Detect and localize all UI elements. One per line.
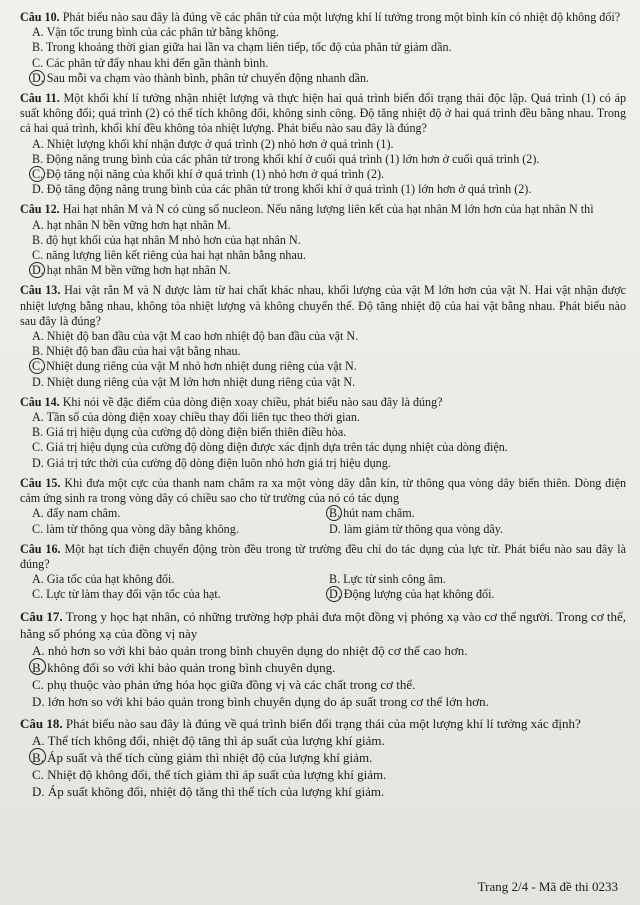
circled-answer-mark: D. <box>32 263 44 278</box>
option-d: D. lớn hơn so với khi bảo quản trong bình chuyên dụng do áp suất trong cơ thể lớn hơn. <box>32 693 489 709</box>
question-11 <box>20 91 626 197</box>
question-stem <box>20 476 626 506</box>
circled-answer-mark: B. <box>32 659 44 675</box>
options-grid <box>32 572 626 602</box>
option-c: C. Lực từ làm thay đổi vận tốc của hạt. <box>32 587 221 602</box>
option-d: D. Áp suất không đổi, nhiệt độ tăng thì thể tích của lượng khí giảm. <box>32 783 385 799</box>
option-a: A. Gia tốc của hạt không đổi. <box>32 572 175 587</box>
question-number: Câu 11. <box>20 91 60 106</box>
circled-answer-mark: D. <box>329 587 341 602</box>
option-d: D. Nhiệt dung riêng của vật M lớn hơn nhiệt dung riêng của vật N. <box>32 374 356 389</box>
question-text: Hai hạt nhân M và N có cùng số nucleon. Nếu năng lượng liên kết của hạt nhân M lớn hơn của hạt nhân N thì <box>62 202 594 217</box>
option-b: B. Trong khoảng thời gian giữa hai lần va chạm liên tiếp, tốc độ của phân tử giảm dần. <box>32 40 452 55</box>
option-b: B. độ hụt khối của hạt nhân M nhỏ hơn của hạt nhân N. <box>32 232 301 247</box>
option-a: A. Vận tốc trung bình của các phân tử bằng không. <box>32 25 279 40</box>
question-number: Câu 10. <box>20 10 60 24</box>
option-c: C. phụ thuộc vào phản ứng hóa học giữa đồng vị và các chất trong cơ thể. <box>32 676 416 692</box>
question-text: Trong y học hạt nhân, có những trường hợp phải đưa một đồng vị phóng xạ vào cơ thể người. Trong cơ thể, hằng số phóng xạ của đồng vị này <box>20 608 626 641</box>
question-text: Phát biểu nào sau đây là đúng về các phân tử của một lượng khí lí tưởng trong một bình kín có nhiệt độ không đổi? <box>62 10 621 24</box>
question-stem <box>20 202 626 217</box>
option-d: D. Độ tăng động năng trung bình của các phân tử trong khối khí ở quá trình (1) lớn hơn ở quá trình (2). <box>32 182 532 197</box>
option-c: C. Các phân tử đẩy nhau khi đến gần thành bình. <box>32 55 269 70</box>
option-a: A. hạt nhân N bền vững hơn hạt nhân M. <box>32 217 231 232</box>
option-b: B. không đổi so với khi bảo quản trong bình chuyên dụng. <box>32 659 336 675</box>
question-text: Khi nói về đặc điểm của dòng điện xoay chiều, phát biểu nào sau đây là đúng? <box>62 394 443 409</box>
option-d: D. Động lượng của hạt không đổi. <box>329 587 495 602</box>
option-b: B. Giá trị hiệu dụng của cường độ dòng điện biến thiên điều hòa. <box>32 425 347 440</box>
option-b: B. Lực từ sinh công âm. <box>329 572 446 587</box>
option-c: C. Giá trị hiệu dụng của cường độ dòng điện được xác định dựa trên tác dụng nhiệt của dòng điện. <box>32 440 508 455</box>
question-stem <box>20 715 626 732</box>
option-c: C. Nhiệt độ không đổi, thể tích giảm thì áp suất của lượng khí giảm. <box>32 766 387 782</box>
option-c: C. năng lượng liên kết riêng của hai hạt nhân bằng nhau. <box>32 248 306 263</box>
option-a: A. nhỏ hơn so với khi bảo quản trong bình chuyên dụng do nhiệt độ cơ thể cao hơn. <box>32 642 468 658</box>
question-stem <box>20 608 626 642</box>
option-c: C. Nhiệt dung riêng của vật M nhỏ hơn nhiệt dung riêng của vật N. <box>32 359 357 374</box>
option-d: D. làm giảm từ thông qua vòng dây. <box>329 521 504 536</box>
option-a: A. Nhiệt độ ban đầu của vật M cao hơn nhiệt độ ban đầu của vật N. <box>32 329 359 344</box>
circled-answer-mark: B. <box>329 506 341 521</box>
question-text: Một khối khí lí tưởng nhận nhiệt lượng và thực hiện hai quá trình biến đổi trạng thái độc lập. Quá trình (1) có áp suất không đổi; quá trình (2) có thể tích không đổi, không sinh công. Độ tăng nhiệt độ ở hai quá trình đều bằng nhau. Trong cả hai quá trình, khối khí đều không tỏa nhiệt lượng. Phát biểu nào sau đây là đúng? <box>20 91 626 136</box>
question-13 <box>20 283 626 389</box>
question-stem <box>20 10 626 25</box>
option-b: B. Động năng trung bình của các phân tử trong khối khí ở cuối quá trình (1) lớn hơn ở cuối quá trình (2). <box>32 151 540 166</box>
question-number: Câu 17. <box>20 608 63 624</box>
question-number: Câu 18. <box>20 715 63 731</box>
option-a: A. đẩy nam châm. <box>32 506 121 521</box>
question-number: Câu 13. <box>20 283 61 298</box>
question-number: Câu 15. <box>20 475 61 490</box>
question-number: Câu 14. <box>20 394 60 409</box>
question-text: Khi đưa một cực của thanh nam châm ra xa một vòng dây dẫn kín, từ thông qua vòng dây biến thiên. Dòng điện cảm ứng sinh ra trong vòng dây có chiều sao cho từ trường của nó có tác dụng <box>20 475 627 506</box>
question-14 <box>20 395 626 471</box>
circled-answer-mark: C. <box>32 167 44 182</box>
question-15 <box>20 476 626 537</box>
question-10 <box>20 10 626 86</box>
question-18 <box>20 715 626 800</box>
options-grid <box>32 506 626 536</box>
question-number: Câu 12. <box>20 202 60 217</box>
question-12 <box>20 202 626 278</box>
question-text: Phát biểu nào sau đây là đúng về quá trình biến đổi trạng thái của một lượng khí lí tưởng xác định? <box>65 715 581 731</box>
question-text: Hai vật rắn M và N được làm từ hai chất khác nhau, khối lượng của vật M lớn hơn của vật N. Hai vật nhận được nhiệt lượng bằng nhau, không tỏa nhiệt lượng và không chuyển thể. Độ tăng nhiệt độ của hai vật bằng nhau. Phát biểu nào sau đây là đúng? <box>20 283 626 328</box>
option-b: B. Áp suất và thể tích cùng giảm thì nhiệt độ của lượng khí giảm. <box>32 749 373 765</box>
option-d: D. Sau mỗi va chạm vào thành bình, phân tử chuyển động nhanh dần. <box>32 70 370 85</box>
option-d: D. Giá trị tức thời của cường độ dòng điện luôn nhỏ hơn giá trị hiệu dụng. <box>32 455 391 470</box>
question-stem <box>20 395 626 410</box>
circled-answer-mark: D. <box>32 70 44 85</box>
circled-answer-mark: C. <box>32 359 44 374</box>
option-b: B. Nhiệt độ ban đầu của hai vật bằng nhau. <box>32 344 241 359</box>
question-number: Câu 16. <box>20 541 61 556</box>
option-c: C. Độ tăng nội năng của khối khí ở quá trình (1) nhỏ hơn ở quá trình (2). <box>32 167 385 182</box>
question-17 <box>20 608 626 710</box>
option-b: B. hút nam châm. <box>329 506 415 521</box>
question-16 <box>20 542 626 603</box>
option-a: A. Tần số của dòng điện xoay chiều thay đổi liên tục theo thời gian. <box>32 410 360 425</box>
option-a: A. Thể tích không đổi, nhiệt độ tăng thì áp suất của lượng khí giảm. <box>32 732 385 748</box>
option-c: C. làm từ thông qua vòng dây bằng không. <box>32 521 239 536</box>
question-text: Một hạt tích điện chuyển động tròn đều trong từ trường đều chỉ do tác dụng của lực từ. Phát biểu nào sau đây là đúng? <box>20 541 626 571</box>
question-stem <box>20 542 626 572</box>
page-footer: Trang 2/4 - Mã đề thi 0233 <box>477 879 618 894</box>
question-stem <box>20 91 626 137</box>
circled-answer-mark: B. <box>32 749 44 765</box>
option-a: A. Nhiệt lượng khối khí nhận được ở quá trình (2) nhỏ hơn ở quá trình (1). <box>32 136 394 151</box>
question-stem <box>20 283 626 329</box>
option-d: D. hạt nhân M bền vững hơn hạt nhân N. <box>32 263 231 278</box>
